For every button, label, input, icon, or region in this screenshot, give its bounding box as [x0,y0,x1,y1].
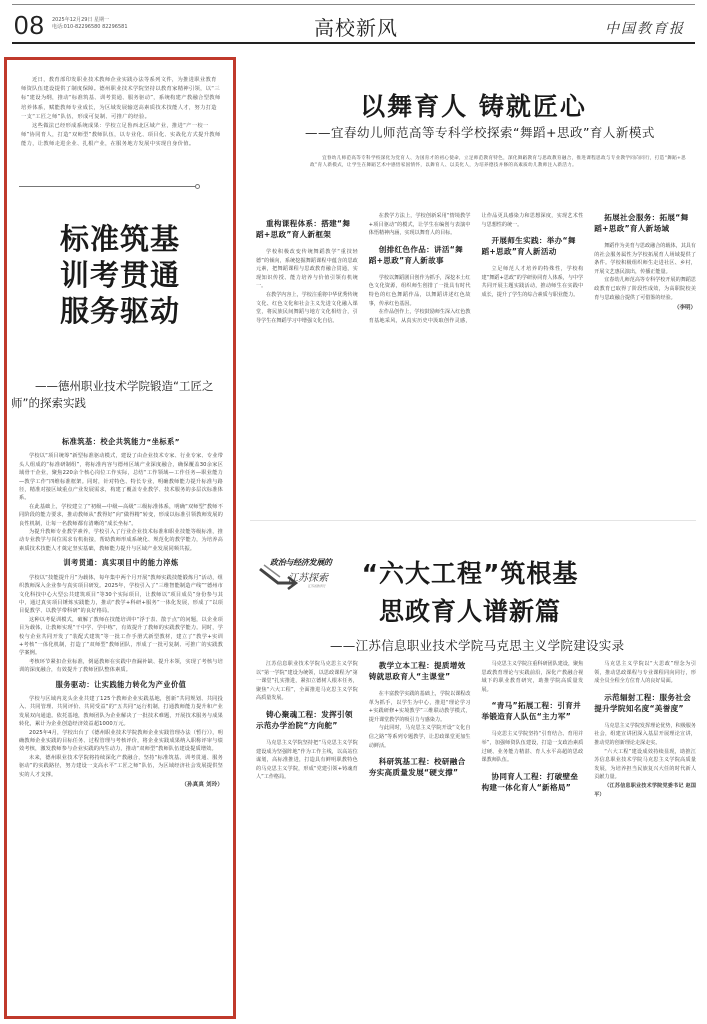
body-paragraph: 学校以舞蹈剧目创作为抓手，深挖本土红色文化资源，组织师生创排了一批具有时代特色的红色舞蹈作品，以舞蹈讲述红色故事，传承红色基因。 [368,274,471,307]
dance-article-body [256,212,696,508]
section-heading: 开展师生实践：举办“舞蹈+思政”育人新活动 [481,236,576,257]
left-article-lead [21,76,221,150]
badge-line-2: 江苏探索 [288,573,328,584]
section-heading: 服务驱动：让实践能力转化为产业价值 [55,679,187,689]
page-header [12,8,695,42]
title-line: 思政育人谱新篇 [378,597,561,626]
section-heading: 科研筑基工程：校研融合夯实高质量发展“硬支撑” [368,757,466,778]
top-rule [12,4,695,5]
section-heading: 教学立本工程：提质增效铸就思政育人“主课堂” [368,661,466,681]
contact-line: 电话:010-82296580 82296581 [52,24,128,30]
section-heading: 协同育人工程：打破壁垒构建一体化育人“新格局” [481,771,579,792]
lead-paragraph: 这些做法已经形成系统成果：学校立足鲁西北区域产业，推进“产一校一师”协同育人，打造“双师型”教师队伍，以专业化、项目化、实战化方式提升教师能力，让教师走进企业、扎根产业，在服务地方发展中实现自身价值。 [21,123,221,148]
page-number: 08 [14,10,45,40]
date-line: 2025年12月29日 星期一 [52,17,110,23]
lead-paragraph: 近日，教育部印发职业技术教师企业实践办法等系列文件，为推进职业教育师资队伍建设提供了制度保障。德州职业技术学院坚持以教育家精神引领，以“三标”建设为纲，推动“标准筑基、训考贯通、服务驱动”，系统构建产教融合型教师培养体系，赋能教师专业成长，为区域发展输送高素质技术技能人才，努力打造一支“工匠之师”队伍，形成可复制、可推广的经验。 [21,77,221,120]
section-title: 高校新风 [314,16,398,40]
body-paragraph: 学校与区域内龙头企业共建了125个教师企业实践基地，创新“共同规划、共同投入、共同管理、共同评价、共同受益”的“五共同”运行机制，打通教师能力提升和产业发展双向通道。依托基地，教师团队为企业解决了一批技术难题，开展技术服务与成果转化，累计为企业创造经济效益超1000万元。 [19,695,223,728]
article-byline: （李明） [673,305,696,312]
title-line: 标准筑基 [59,222,180,256]
body-paragraph: 在此基础上，学校建立了“初级—中级—高级”三级标准体系，明确“双师型”教师不同阶段的能力要求，推动教师从“教得好”向“做得精”转变，形成以标准引领教师发展的良性机制，让每一名教师都有清晰的“成长坐标”。 [19,503,223,527]
badge-small-text: 江苏省教育厅 [308,584,327,588]
body-paragraph: 学校以“技能提升月”为载体，每年集中两个月开展“教师实践技能锻炼月”活动，组织教师深入企业参与真实项目研发。2025年，学校引入了“三维智能制造产线”“德州市文化科技中心大型公共建筑项目”等30个实际项目，让教师以“项目成员”身份参与其中，通过真实项目锤炼实践能力，推动“教学+科研+服务”一体化发展，形成了“以项目促教学、以教学带科研”的良好格局。 [19,574,223,615]
body-paragraph: 考核环节紧扣企业标准，倒逼教师在实践中查漏补缺、提升本领，实现了考核与培训的深度融合，有效提升了教师团队整体素质。 [19,658,223,674]
section-heading: 示范辐射工程：服务社会提升学院知名度“美誉度” [594,692,692,713]
dance-article-subtitle: ——宜春幼儿师范高等专科学校探索“舞蹈+思政”育人新模式 [305,125,655,140]
section-heading: 标准筑基：校企共筑能力“坐标系” [61,437,181,446]
dance-article-title: 以舞育人 铸就匠心 [360,92,587,121]
jiangsu-explore-badge [258,557,336,593]
marx-article-body [256,660,696,1010]
article-divider [250,520,696,521]
body-paragraph: 马克思主义学院发挥理论优势，积极服务社会，组建宣讲团深入基层开展理论宣讲，推动党的创新理论走深走实。 [594,722,696,746]
body-paragraph: 2025年4月，学校出台了《德州职业技术学院教师企业实践管理办法（暂行）》，明确教师企业实践的目标任务、过程管理与考核评价，将企业实践成果纳入职称评审与绩效考核，激发教师参与企业实践的内生动力，推动“双师型”教师队伍建设提质增效。 [19,729,223,753]
body-paragraph: 江苏信息职业技术学院马克思主义学院以“第一学院”建设为统领，以思政课程为“第一课堂”扎实推进，紧扣立德树人根本任务，聚焦“六大工程”，全面推进马克思主义学院高质量发展。 [256,661,358,702]
body-paragraph: 马克思主义学院以“大思政”理念为引领，推动思政课程与专业课程同向同行，形成全员全程全方位育人的良好局面。 [594,661,696,685]
body-paragraph: 立足师范人才培养的特殊性，学校构建“舞蹈+思政”的学研协同育人体系，与中学共同开展主题实践活动，推动师生在实践中成长，提升了学生的综合素质与职业能力。 [481,266,584,298]
marx-article-title [330,555,610,631]
body-paragraph: 宜春幼儿师范高等专科学校开展的舞蹈思政教育已取得了阶段性成效，为高职院校美育与思政融合提供了可借鉴的经验。 [594,277,696,301]
section-heading: 训考贯通：真实项目中的能力淬炼 [63,558,179,568]
badge-line-1: 政治与经济发展的 [270,558,332,567]
header-meta [52,17,128,31]
title-line: “六大工程”筑根基 [361,559,579,588]
body-paragraph: 未来，德州职业技术学院将持续深化产教融合，坚持“标准筑基、训考贯通、服务驱动”的实践路径，努力建设一支高水平“工匠之师”队伍，为区域经济社会发展提供坚实的人才支撑。 [19,754,223,778]
left-article-title [7,221,233,329]
left-article-body [19,432,223,789]
body-paragraph: 在教学方法上，学校创新采用“情境教学+项目驱动”的模式，让学生在编创与表演中体悟精神内涵，实现以舞育人的目标。 [368,213,471,237]
body-paragraph: 在教学内容上，学校注重将中华优秀传统文化、红色文化和社会主义先进文化融入课堂，将民族民间舞蹈与地方文化相结合，引导学生在舞蹈学习中增强文化自信。 [256,291,358,324]
section-heading: 重构课程体系：搭建“舞蹈+思政”育人新框架 [256,219,351,239]
body-paragraph: 为提升教师专业教学素养，学校引入了行业企业技术标准和职业技能等级标准，推动专业教学与岗位需求有机衔接，帮助教师形成系统化、规范化的教学能力，为培养高素质技术技能人才奠定坚实基础，教师能力提升与区域产业发展同频共振。 [19,529,223,552]
body-paragraph: 马克思主义学院坚持“引育结合、育用并举”，加强师资队伍建设，打造一支政治素质过硬、业务能力精湛、育人水平高超的思政课教师队伍。 [481,731,584,764]
body-paragraph: 这种以考促训模式，破解了教师在技能培训中“浮于表、散于点”的问题，以企业项目为载体，让教师实现“干中学、学中练”，有效提升了教师的实践教学能力。同时，学校与企业共同开发了“装配式建筑”等一批工作手册式新型教材，建立了“教学+实训+考核”一体化机制，打造了“双师型”教师团队，形成了一批可复制、可推广的实践教学案例。 [19,616,223,657]
title-line: 服务驱动 [59,294,180,328]
body-paragraph: 舞蹈作为美育与思政融合的载体，其具有的社会服务属性为学校拓展育人场域提供了条件。学校积极组织师生走进社区、乡村，开展文艺惠民演出，传播正能量。 [594,243,696,275]
body-paragraph: “六大工程”建设成效持续显现，助推江苏信息职业技术学院马克思主义学院高质量发展，为培养担当民族复兴大任的时代新人贡献力量。 [594,748,696,781]
marx-article-subtitle: ——江苏信息职业技术学院马克思主义学院建设实录 [330,638,625,653]
newspaper-masthead: 中国教育报 [605,21,685,37]
section-heading: 创排红色作品：讲活“舞蹈+思政”育人新故事 [368,244,463,265]
title-line: 训考贯通 [59,258,180,292]
section-heading: “青马”拓展工程：引育并举锻造育人队伍“主力军” [481,701,582,722]
body-paragraph: 与此同时，马克思主义学院开设“文化自信之路”等系列专题教学，让思政课堂更加生动鲜活。 [368,725,471,749]
body-paragraph: 马克思主义学院坚持把“马克思主义学院建设成为坚强阵地”作为工作主线，以高站位谋划，高标准推进，打造具有鲜明职教特色的马克思主义学院，形成“党建引领+铸魂育人”工作格局。 [256,739,358,781]
body-paragraph: 学校以“项目统筹”新型标准驱动模式，建设了由企业技术专家、行业专家、专业带头人组成的“标准研制组”，将标准内容与德州区域产业深度融合，确保覆盖30余家区域骨干企业，聚焦220余个核心岗位工作实际，总结“工作领域—工作任务—职业能力—教学工作”四维标准框架。同时，针对特色、特长专业，明确教师能力提升标准与路径，精准对接区域重点产业发展需求，构建了覆盖专业教学、技术服务的多层次标准体系。 [19,453,223,502]
body-paragraph: 在作品创作上，学校鼓励师生深入红色教育基地采风，从真实历史中汲取创作灵感，让作品更具感染力和思想深度，实现艺术性与思想性的统一。 [368,213,584,324]
article-byline: （江苏信息职业技术学院党委书记 赵国平） [594,782,696,798]
body-paragraph: 马克思主义学院注重科研团队建设，聚焦思政教育理论与实践前沿，深化产教融合视域下的职业教育研究，助推学院高质量发展。 [481,661,584,693]
body-paragraph: 学校积极改变传统舞蹈教学“重技轻德”的倾向，系统挖掘舞蹈课程中蕴含的思政元素，把舞蹈课程与思政教育融合贯通，实现知识传授、能力培养与价值引领有机统一。 [256,249,358,290]
article-byline: （孙真真 刘玲） [181,782,223,789]
body-paragraph: 在丰富教学实践的基础上，学院以课程改革为抓手，以学生为中心，推进“理论学习+实践研修+实境教学”三维联动教学模式，提升课堂教学的吸引力与感染力。 [368,691,471,723]
left-article-box [4,57,236,1019]
left-article-subtitle: ——德州职业技术学院锻造“工匠之师”的探索实践 [11,379,214,410]
header-rule [12,42,695,44]
section-heading: 拓展社会服务：拓展“舞蹈+思政”育人新场域 [594,213,689,233]
dance-article-lead: 宜春幼儿师范高等专科学校深化为党育人、为国育才的初心使命，立足师范教育特色，深化舞蹈教育与思政教育融合，推进课程思政与专业教学同向同行，打造“舞蹈+思政”育人新模式，让学生在舞蹈艺术中感悟家国情怀，以舞育人、以美化人，为培养德技并修的高素质幼儿教师注入新活力。 [310,156,687,169]
divider-dot-icon [195,184,200,189]
lead-divider [19,186,197,187]
section-heading: 铸心聚魂工程：发挥引领示范办学治院“方向舵” [256,709,353,730]
